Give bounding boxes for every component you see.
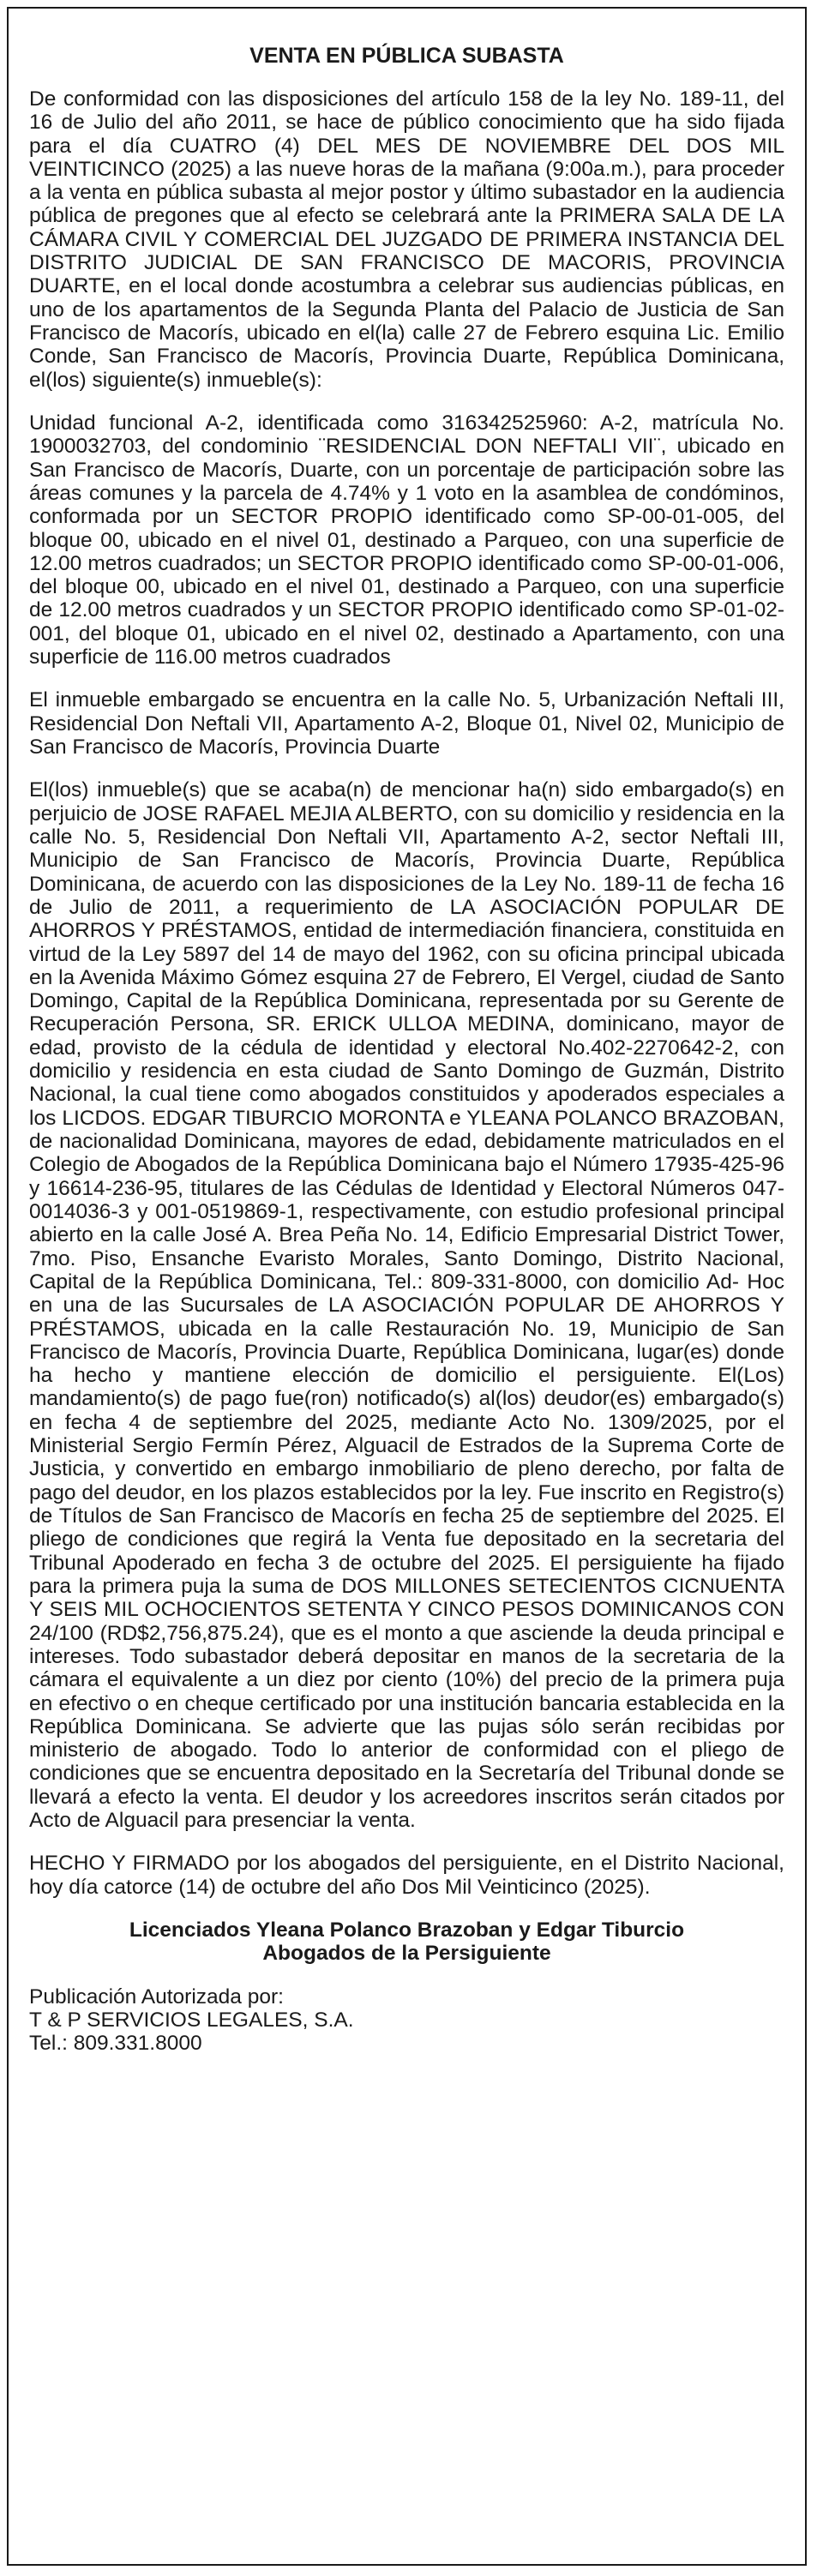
- footer-phone: Tel.: 809.331.8000: [29, 2032, 202, 2056]
- legal-notice: [7, 7, 807, 2566]
- notice-title: VENTA EN PÚBLICA SUBASTA: [249, 44, 564, 68]
- paragraph-property-location: El inmueble embargado se encuentra en la calle No. 5, Urbanización Neftali III, Residencial Don Neftali VII, Apartamento A-2, Bloque 01, Nivel 02, Municipio de San Francisco de Macorís, Provincia Duarte: [29, 688, 784, 759]
- paragraph-signing-statement: HECHO Y FIRMADO por los abogados del persiguiente, en el Distrito Nacional, hoy día catorce (14) de octubre del año Dos Mil Veinticinco (2025).: [29, 1852, 784, 1899]
- footer-company-name: T & P SERVICIOS LEGALES, S.A.: [29, 2008, 354, 2032]
- signature-block: [29, 1918, 784, 1966]
- paragraph-seizure-details: El(los) inmueble(s) que se acaba(n) de mencionar ha(n) sido embargado(s) en perjuicio de JOSE RAFAEL MEJIA ALBERTO, con su domicilio y residencia en la calle No. 5, Residencial Don Neftali VII, Apartamento A-2, sector Neftali III, Municipio de San Francisco de Macorís, Provincia Duarte, República Dominicana, de acuerdo con las disposiciones de la Ley No. 189-11 de fecha 16 de Julio de 2011, a requerimiento de LA ASOCIACIÓN POPULAR DE AHORROS Y PRÉSTAMOS, entidad de intermediación financiera, constituida en virtud de la Ley 5897 del 14 de mayo del 1962, con su oficina principal ubicada en la Avenida Máximo Gómez esquina 27 de Febrero, El Vergel, ciudad de Santo Domingo, Capital de la República Dominicana, representada por su Gerente de Recuperación Persona, SR. ERICK ULLOA MEDINA, dominicano, mayor de edad, provisto de la cédula de identidad y electoral No.402-2270642-2, con domicilio y residencia en esta ciudad de Santo Domingo de Guzmán, Distrito Nacional, la cual tiene como abogados constituidos y apoderados especiales a los LICDOS. EDGAR TIBURCIO MORONTA e YLEANA POLANCO BRAZOBAN, de nacionalidad Dominicana, mayores de edad, debidamente matriculados en el Colegio de Abogados de la República Dominicana bajo el Número 17935-425-96 y 16614-236-95, titulares de las Cédulas de Identidad y Electoral Números 047-0014036-3 y 001-0519869-1, respectivamente, con estudio profesional principal abierto en la calle José A. Brea Peña No. 14, Edificio Empresarial District Tower, 7mo. Piso, Ensanche Evaristo Morales, Santo Domingo, Distrito Nacional, Capital de la República Dominicana, Tel.: 809-331-8000, con domicilio Ad- Hoc en una de las Sucursales de LA ASOCIACIÓN POPULAR DE AHORROS Y PRÉSTAMOS, ubicada en la calle Restauración No. 19, Municipio de San Francisco de Macorís, Provincia Duarte, República Dominicana, lugar(es) donde ha hecho y mantiene elección de domicilio el persiguiente. El(Los) mandamiento(s) de pago fue(ron) notificado(s) al(los) deudor(es) embargado(s) en fecha 4 de septiembre del 2025, mediante Acto No. 1309/2025, por el Ministerial Sergio Fermín Pérez, Alguacil de Estrados de la Suprema Corte de Justicia, y convertido en embargo inmobiliario de pleno derecho, por falta de pago del deudor, en los plazos establecidos por la ley. Fue inscrito en Registro(s) de Títulos de San Francisco de Macorís en fecha 25 de septiembre del 2025. El pliego de condiciones que regirá la Venta fue depositado en la secretaria del Tribunal Apoderado en fecha 3 de octubre del 2025. El persiguiente ha fijado para la primera puja la suma de DOS MILLONES SETECIENTOS CICNUENTA Y SEIS MIL OCHOCIENTOS SETENTA Y CINCO PESOS DOMINICANOS CON 24/100 (RD$2,756,875.24), que es el monto a que asciende la deuda principal e intereses. Todo subastador deberá depositar en manos de la secretaria de la cámara el equivalente a un diez por ciento (10%) del precio de la primera puja en efectivo o en cheque certificado por una institución bancaria establecida en la República Dominicana. Se advierte que las pujas sólo serán recibidas por ministerio de abogado. Todo lo anterior de conformidad con el pliego de condiciones que se encuentra depositado en la Secretaría del Tribunal donde se llevará a efecto la venta. El deudor y los acreedores inscritos serán citados por Acto de Alguacil para presenciar la venta.: [29, 778, 784, 1833]
- paragraph-property-description: Unidad funcional A-2, identificada como 316342525960: A-2, matrícula No. 1900032703, del condominio ¨RESIDENCIAL DON NEFTALI VII¨, ubicado en San Francisco de Macorís, Duarte, con un porcentaje de participación sobre las áreas comunes y la parcela de 4.74% y 1 voto en la asamblea de condóminos, conformada por un SECTOR PROPIO identificado como SP-00-01-005, del bloque 00, ubicado en el nivel 01, destinado a Parqueo, con una superficie de 12.00 metros cuadrados; un SECTOR PROPIO identificado como SP-00-01-006, del bloque 00, ubicado en el nivel 01, destinado a Parqueo, con una superficie de 12.00 metros cuadrados y un SECTOR PROPIO identificado como SP-01-02-001, del bloque 01, ubicado en el nivel 02, destinado a Apartamento, con una superficie de 116.00 metros cuadrados: [29, 411, 784, 670]
- paragraph-auction-announcement: De conformidad con las disposiciones del artículo 158 de la ley No. 189-11, del 16 de Julio del año 2011, se hace de público conocimiento que ha sido fijada para el día CUATRO (4) DEL MES DE NOVIEMBRE DEL DOS MIL VEINTICINCO (2025) a las nueve horas de la mañana (9:00a.m.), para proceder a la venta en pública subasta al mejor postor y último subastador en la audiencia pública de pregones que al efecto se celebrará ante la PRIMERA SALA DE LA CÁMARA CIVIL Y COMERCIAL DEL JUZGADO DE PRIMERA INSTANCIA DEL DISTRITO JUDICIAL DE SAN FRANCISCO DE MACORIS, PROVINCIA DUARTE, en el local donde acostumbra a celebrar sus audiencias públicas, en uno de los apartamentos de la Segunda Planta del Palacio de Justicia de San Francisco de Macorís, ubicado en el(la) calle 27 de Febrero esquina Lic. Emilio Conde, San Francisco de Macorís, Provincia Duarte, República Dominicana, el(los) siguiente(s) inmueble(s):: [29, 87, 784, 392]
- signature-role: Abogados de la Persiguiente: [262, 1942, 551, 1966]
- publication-footer: [29, 1985, 784, 2056]
- signature-names: Licenciados Yleana Polanco Brazoban y Edgar Tiburcio: [129, 1918, 685, 1942]
- footer-authorized-label: Publicación Autorizada por:: [29, 1985, 284, 2009]
